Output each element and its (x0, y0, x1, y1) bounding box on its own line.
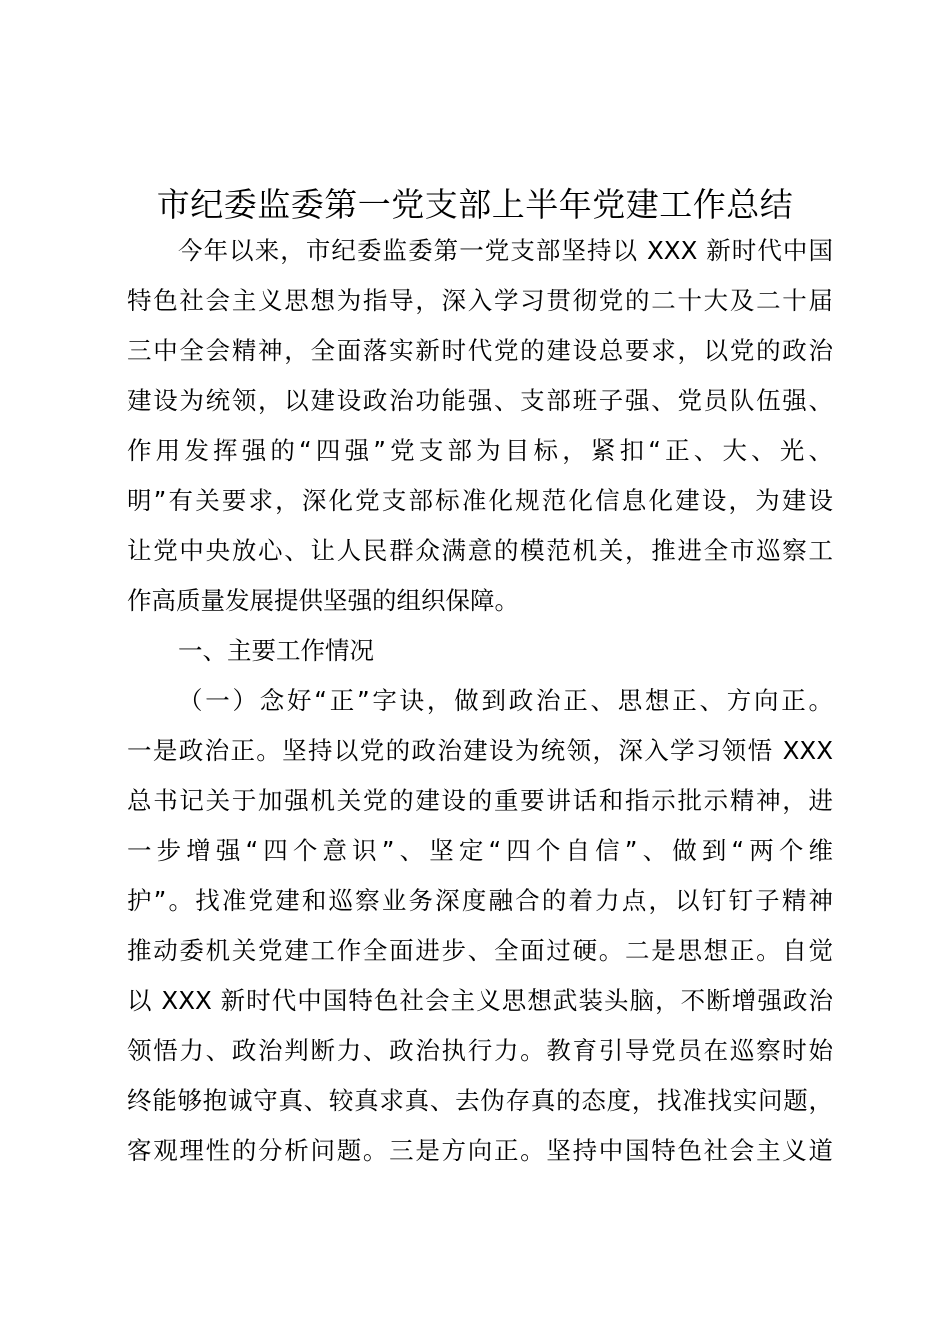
paragraph-line: （一）念好“正”字诀，做到政治正、思想正、方向正。 (178, 686, 833, 715)
paragraph-line: 一是政治正。坚持以党的政治建设为统领，深入学习领悟 XXX (127, 736, 833, 765)
paragraph-line: 今年以来，市纪委监委第一党支部坚持以 XXX 新时代中国 (178, 236, 833, 265)
paragraph-line: 领悟力、政治判断力、政治执行力。教育引导党员在巡察时始 (127, 1036, 833, 1065)
paragraph-line: 推动委机关党建工作全面进步、全面过硬。二是思想正。自觉 (127, 936, 833, 965)
paragraph-line: 让党中央放心、让人民群众满意的模范机关，推进全市巡察工 (127, 536, 833, 565)
document-title: 市纪委监委第一党支部上半年党建工作总结 (156, 185, 794, 224)
paragraph-line: 三中全会精神，全面落实新时代党的建设总要求，以党的政治 (127, 336, 833, 365)
paragraph-line: 一步增强“四个意识”、坚定“四个自信”、做到“两个维 (127, 836, 833, 865)
paragraph-line: 终能够抱诚守真、较真求真、去伪存真的态度，找准找实问题， (127, 1086, 833, 1115)
paragraph-line: 总书记关于加强机关党的建设的重要讲话和指示批示精神，进 (127, 786, 833, 815)
paragraph-line: 建设为统领，以建设政治功能强、支部班子强、党员队伍强、 (127, 386, 833, 415)
paragraph-line: 明”有关要求，深化党支部标准化规范化信息化建设，为建设 (127, 486, 833, 515)
paragraph-line: 护”。找准党建和巡察业务深度融合的着力点，以钉钉子精神 (127, 886, 833, 915)
paragraph-line: 客观理性的分析问题。三是方向正。坚持中国特色社会主义道 (127, 1136, 833, 1165)
paragraph-line: 特色社会主义思想为指导，深入学习贯彻党的二十大及二十届 (127, 286, 833, 315)
section-heading: 一、主要工作情况 (178, 636, 374, 665)
paragraph-line: 作高质量发展提供坚强的组织保障。 (127, 586, 519, 615)
paragraph-line: 作用发挥强的“四强”党支部为目标，紧扣“正、大、光、 (127, 436, 833, 465)
paragraph-line: 以 XXX 新时代中国特色社会主义思想武装头脑，不断增强政治 (127, 986, 833, 1015)
